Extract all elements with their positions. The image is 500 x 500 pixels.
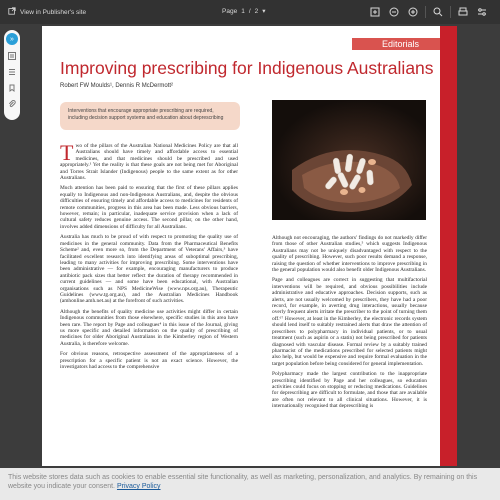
body-paragraph: Australia has much to be proud of with respect to promoting the quality use of medicines in the general community. Data from the Pharmaceutical Benefits Scheme² and, even more so, from the Department of Veterans' Affairs,³ have facilitated excellent research into identifying areas of suboptimal prescribing, leading to many activities for improving prescribing. Some interventions have been administrative — for example, encouraging manufacturers to produce antibiotic pack sizes that better reflect the duration of therapy recommended in current guidelines — and some have been educational, with Australian organisations such as NPS MedicineWise (www.nps.org.au), Therapeutic Guidelines (www.tg.org.au), and the Australian Medicines Handbook (amhonline.amh.net.au) at the forefront of such activities. — [60, 234, 238, 305]
fit-page-icon[interactable] — [368, 5, 382, 19]
section-badge: Editorials — [352, 38, 440, 50]
bookmark-icon[interactable] — [7, 83, 17, 93]
page-separator: / — [248, 7, 251, 15]
page-label: Page — [222, 7, 238, 15]
article-body-left-column — [60, 140, 238, 374]
article-authors: Robert FW Moulds¹, Dennis R McDermott² — [60, 83, 174, 89]
total-pages: 2 — [254, 7, 259, 15]
body-paragraph: Although not encouraging, the authors' findings do not markedly differ from those of other Australian studies,⁵ which suggests Indigenous Australians may not be uniquely disadvantaged with respect to the quality of prescribing. However, such poor results demand a response, raising the question of whether interventions to improve prescribing in the general population would also benefit older Indigenous Australians. — [272, 235, 427, 274]
article-title: Improving prescribing for Indigenous Australians — [60, 58, 434, 78]
toolbar-divider — [425, 6, 426, 18]
privacy-policy-link[interactable]: Privacy Policy — [116, 483, 161, 490]
body-paragraph: Polypharmacy made the largest contribution to the inappropriate prescribing identified by Page and her colleagues, so education activities could focus on stopping or reducing medications. Guidelines for deprescribing are difficult to formulate, and those that are available are often not relevant to all clinical situations. However, it is internationally recognised that deprescribing is — [272, 371, 427, 410]
article-summary: Interventions that encourage appropriate prescribing are required, including decision support systems and education about deprescribing — [60, 102, 240, 130]
page-side-stripe — [440, 26, 457, 466]
expand-panel-icon[interactable]: » — [6, 33, 18, 45]
side-panel-rail — [4, 30, 20, 120]
current-page[interactable]: 1 — [241, 7, 245, 15]
pills-in-hand-image — [272, 100, 426, 220]
print-icon[interactable] — [456, 5, 470, 19]
body-paragraph: Page and colleagues are correct in suggesting that multifactorial interventions will be required, and obvious possibilities include administrative and educative approaches. Decision supports, such as alerts, are not usually welcomed by prescribers, they have had a poor record, for example, in averting drug interactions, usually because overly frequent alerts irritate the prescriber to the point of turning them off.⁶⁷ However, at least in the Kimberley, the electronic records system should lend itself to suitably restrained alerts that draw the attention of prescribers to polypharmacy in individual patients, or to usual treatment (such as aspirin or a statin) not being prescribed for patients diagnosed with vascular disease. Formal review by a suitably trained pharmacist of the medications prescribed for selected patients might also help, but would be expensive and require formal evaluation in the target population before being considered for general implementation. — [272, 277, 427, 367]
zoom-out-icon[interactable] — [387, 5, 401, 19]
drop-cap: T — [60, 140, 74, 165]
search-icon[interactable] — [431, 5, 445, 19]
body-paragraph: For obvious reasons, retrospective assessment of the appropriateness of a prescription for a specific patient is not an exact science. However, the investigators had access to the comprehensive — [60, 351, 238, 370]
view-publisher-link[interactable] — [8, 7, 86, 17]
zoom-in-icon[interactable] — [406, 5, 420, 19]
view-publisher-label: View in Publisher's site — [20, 8, 87, 16]
toolbar-divider — [450, 6, 451, 18]
pdf-page — [42, 26, 457, 466]
cookie-banner — [0, 468, 500, 500]
pdf-toolbar — [0, 0, 500, 24]
body-paragraph — [60, 140, 238, 182]
body-paragraph: Much attention has been paid to ensuring that the first of these pillars applies equally to Indigenous and non-Indigenous Australians, and, despite the obvious difficulties of ensuring timely and affordable access to medicines for residents of remote communities, progress in this area has been made. Less obvious barriers, however, remain; in particular, inadequate service provision when a lack of cultural safety reduces genuine access. The second pillar, on the other hand, involves added dimensions of difficulty for all Australians. — [60, 185, 238, 230]
thumbnails-icon[interactable] — [7, 51, 17, 61]
settings-icon[interactable] — [475, 5, 489, 19]
article-body-right-column — [272, 235, 427, 414]
chevron-down-icon[interactable]: ▾ — [262, 8, 266, 15]
body-paragraph: Although the benefits of quality medicine use activities might differ in certain Indigenous communities from those elsewhere, specific studies in this area have been rare. The report by Page and colleagues⁴ in this issue of the Journal, giving us more specific and detailed information on the quality of prescribing of medicines for older Aboriginal Australians in the Kimberley region of Western Australia, is therefore welcome. — [60, 308, 238, 347]
outline-icon[interactable] — [7, 67, 17, 77]
external-link-icon — [8, 7, 16, 17]
cookie-text: This website stores data such as cookies to enable essential site functionality, as well as marketing, personalization, and analytics. By remaining on this website you indicate your consent. — [8, 474, 478, 490]
page-indicator — [222, 7, 266, 15]
attachment-icon[interactable] — [7, 99, 17, 109]
toolbar-actions — [368, 4, 500, 20]
paragraph-text: wo of the pillars of the Australian National Medicines Policy are that all Australians should have timely and affordable access to essential medicines, and that medicines should be prescribed and used appropriately.¹ Yet the reality is that these goals are not being met for Aboriginal and Torres Strait Islander (Indigenous) people to the same extent as for other Australians. — [60, 143, 238, 182]
